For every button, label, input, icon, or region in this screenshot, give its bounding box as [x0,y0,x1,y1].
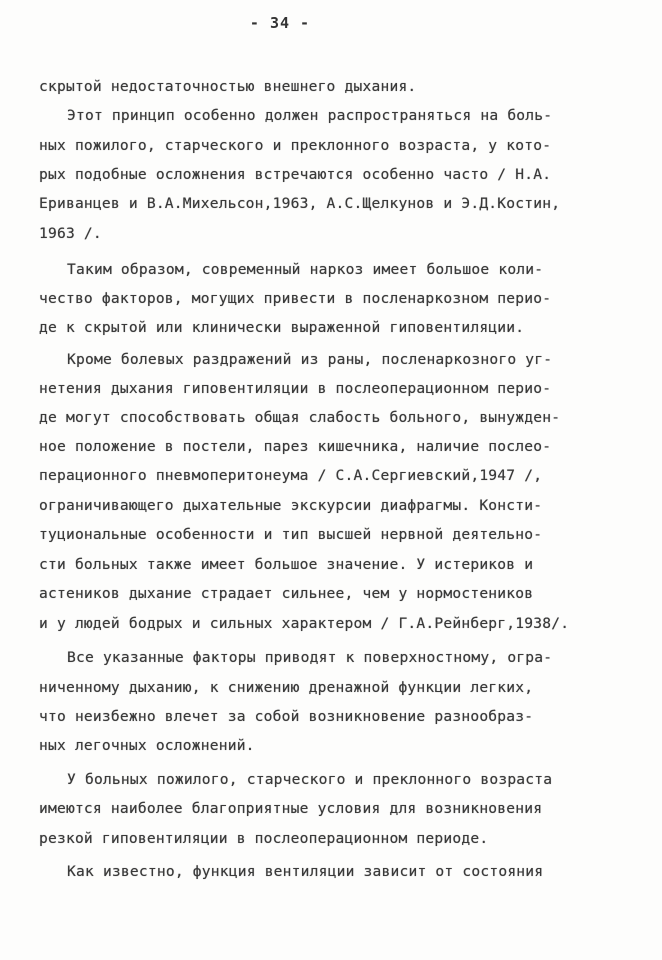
text-line: скрытой недостаточностью внешнего дыхания. [39,78,417,95]
page-number: - 34 - [249,14,311,32]
text-line: Этот принцип особенно должен распространяться на боль- [67,107,553,124]
text-line: де могут способствовать общая слабость больного, вынужден- [39,409,561,426]
text-line: де к скрытой или клинически выраженной гиповентиляции. [39,319,525,336]
text-line: У больных пожилого, старческого и преклонного возраста [67,771,553,788]
text-line: Как известно, функция вентиляции зависит от состояния [67,863,544,880]
text-line: Все указанные факторы приводят к поверхностному, огра- [67,649,553,666]
text-line: имеются наиболее благоприятные условия для возникновения [39,800,543,817]
text-line: 1963 /. [39,225,102,242]
text-line: ное положение в постели, парез кишечника, наличие послео- [39,438,552,455]
text-line: ных пожилого, старческого и преклонного возраста, у кото- [39,137,552,154]
text-line: нетения дыхания гиповентиляции в послеоперационном перио- [39,380,552,397]
text-line: резкой гиповентиляции в послеоперационном периоде. [39,830,489,847]
text-line: ниченному дыханию, к снижению дренажной функции легких, [39,679,534,696]
text-line: астеников дыхание страдает сильнее, чем у нормостеников [39,585,534,602]
text-line: Кроме болевых раздражений из раны, посленаркозного уг- [67,351,553,368]
text-line: сти больных также имеет большое значение. У истериков и [39,556,534,573]
text-line: Ериванцев и В.А.Михельсон,1963, А.С.Щелкунов и Э.Д.Костин, [39,195,561,212]
text-line: ных легочных осложнений. [39,737,255,754]
text-line: чество факторов, могущих привести в посленаркозном перио- [39,290,552,307]
text-line: Таким образом, современный наркоз имеет большое коли- [67,261,544,278]
text-line: ограничивающего дыхательные экскурсии диафрагмы. Консти- [39,497,543,514]
text-line: перационного пневмоперитонеума / С.А.Сергиевский,1947 /, [39,467,543,484]
text-line: туциональные особенности и тип высшей нервной деятельно- [39,526,543,543]
text-line: что неизбежно влечет за собой возникновение разнообраз- [39,708,534,725]
text-line: и у людей бодрых и сильных характером / Г.А.Рейнберг,1938/. [39,615,570,632]
text-line: рых подобные осложнения встречаются особенно часто / Н.А. [39,166,552,183]
